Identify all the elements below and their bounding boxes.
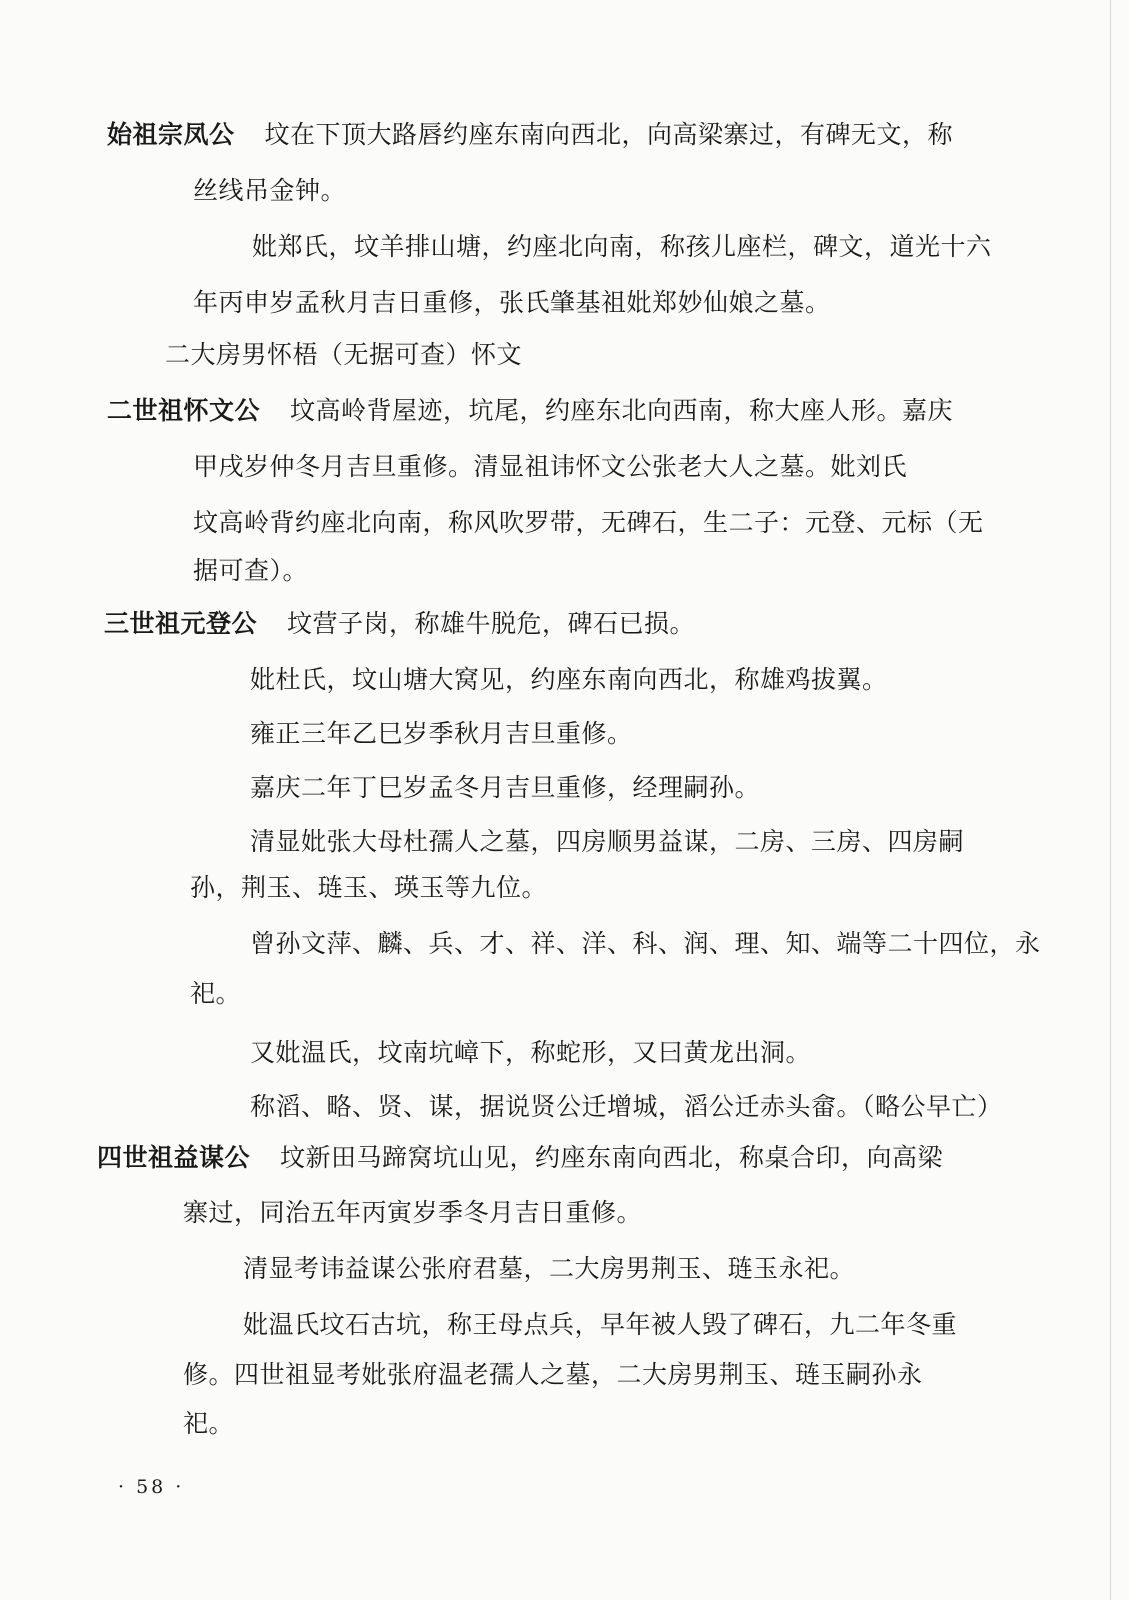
entry-heading: 三世祖元登公 <box>104 609 258 638</box>
text-line: 年丙申岁孟秋月吉日重修，张氏肇基祖妣郑妙仙娘之墓。 <box>193 288 831 317</box>
text-line: 嘉庆二年丁巳岁孟冬月吉旦重修，经理嗣孙。 <box>250 773 761 802</box>
text-line: 祀。 <box>190 979 242 1008</box>
entry-text: 坟高岭背屋迹，坑尾，约座东北向西南，称大座人形。嘉庆 <box>290 396 954 425</box>
entry-heading: 四世祖益谋公 <box>97 1143 251 1172</box>
page-edge-line <box>1110 0 1111 1600</box>
text-line: 妣郑氏，坟羊排山塘，约座北向南，称孩儿座栏，碑文，道光十六 <box>252 232 992 261</box>
text-line: 妣温氏坟石古坑，称王母点兵，早年被人毁了碑石，九二年冬重 <box>243 1310 958 1339</box>
text-line: 二大房男怀梧（无据可查）怀文 <box>165 340 523 369</box>
text-line: 又妣温氏，坟南坑嶂下，称蛇形，又曰黄龙出洞。 <box>250 1038 812 1067</box>
text-line: 据可查）。 <box>193 556 309 585</box>
text-line: 称滔、略、贤、谋，据说贤公迁增城，滔公迁赤头畲。（略公早亡） <box>250 1092 1003 1121</box>
entry-text: 坟营子岗，称雄牛脱危，碑石已损。 <box>287 609 696 638</box>
text-line: 清显考讳益谋公张府君墓，二大房男荆玉、琏玉永祀。 <box>243 1254 856 1283</box>
entry-heading-line <box>107 117 953 153</box>
entry-heading: 始祖宗凤公 <box>107 120 235 149</box>
entry-text: 坟在下顶大路唇约座东南向西北，向高梁寨过，有碑无文，称 <box>264 120 954 149</box>
text-line: 修。四世祖显考妣张府温老孺人之墓，二大房男荆玉、琏玉嗣孙永 <box>183 1360 923 1389</box>
text-line: 坟高岭背约座北向南，称风吹罗带，无碑石，生二子：元登、元标（无 <box>193 508 984 537</box>
text-line: 甲戌岁仲冬月吉旦重修。清显祖讳怀文公张老大人之墓。妣刘氏 <box>193 452 908 481</box>
entry-heading-line <box>107 393 953 429</box>
page-number: · 58 · <box>118 1476 185 1498</box>
entry-heading: 二世祖怀文公 <box>107 396 261 425</box>
text-line: 雍正三年乙巳岁季秋月吉旦重修。 <box>250 719 633 748</box>
text-line: 祀。 <box>183 1409 235 1438</box>
text-line: 清显妣张大母杜孺人之墓，四房顺男益谋，二房、三房、四房嗣 <box>250 827 965 856</box>
entry-heading-line <box>104 606 695 642</box>
entry-text: 坟新田马蹄窝坑山见，约座东南向西北，称桌合印，向高梁 <box>280 1143 944 1172</box>
text-line: 丝线吊金钟。 <box>193 176 347 205</box>
entry-heading-line <box>97 1140 943 1176</box>
text-line: 孙，荆玉、琏玉、瑛玉等九位。 <box>190 873 548 902</box>
text-line: 寨过，同治五年丙寅岁季冬月吉日重修。 <box>183 1198 643 1227</box>
text-line: 妣杜氏，坟山塘大窝见，约座东南向西北，称雄鸡拔翼。 <box>250 665 888 694</box>
text-line: 曾孙文萍、麟、兵、才、祥、洋、科、润、理、知、端等二十四位，永 <box>250 929 1041 958</box>
